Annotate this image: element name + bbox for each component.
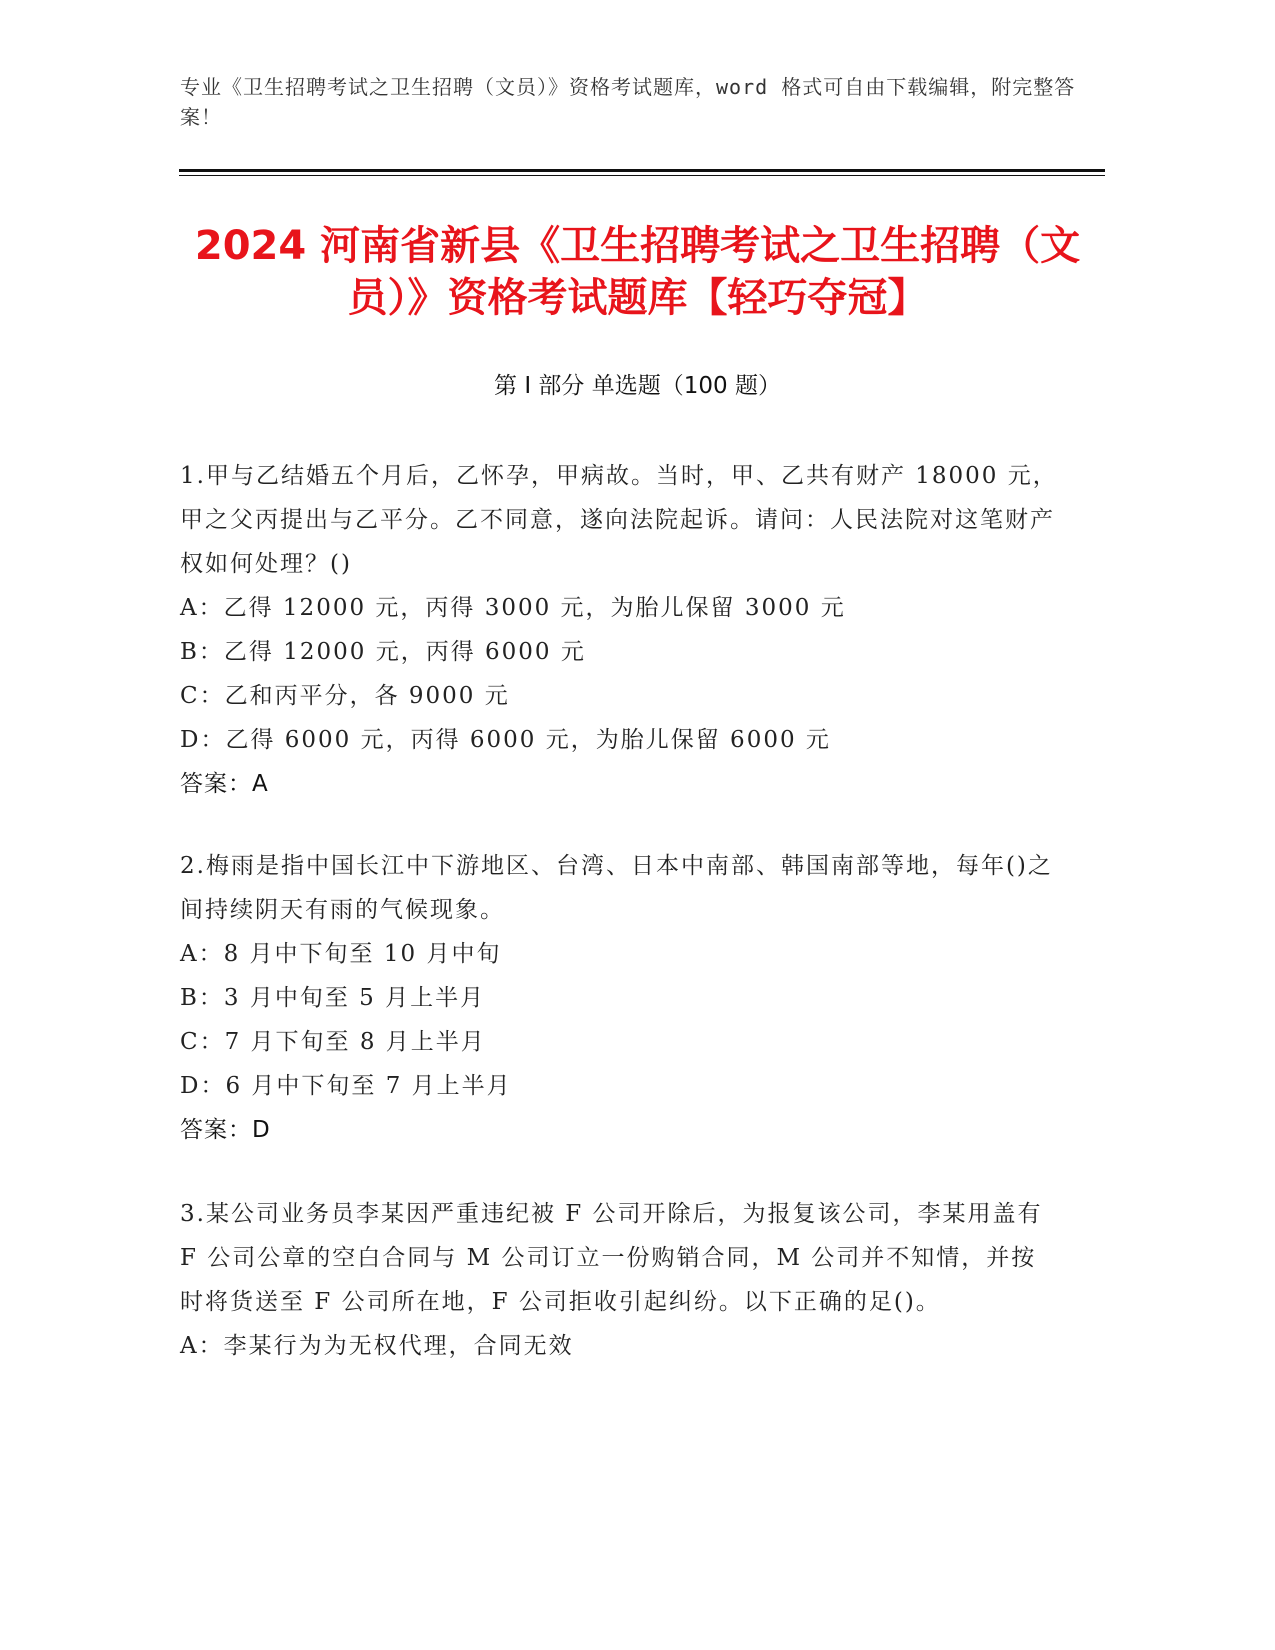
answer-line: 答案：D — [180, 1117, 271, 1143]
option-c: C：乙和丙平分，各 9000 元 — [180, 683, 510, 709]
option-b: B：乙得 12000 元，丙得 6000 元 — [180, 639, 586, 665]
option-a: A：李某行为为无权代理，合同无效 — [180, 1333, 574, 1359]
option-a: A：8 月中下旬至 10 月中旬 — [180, 941, 502, 967]
question-stem: 1.甲与乙结婚五个月后，乙怀孕，甲病故。当时，甲、乙共有财产 18000 元，甲之父丙提出与乙平分。乙不同意，遂向法院起诉。请问：人民法院对这笔财产权如何处理？() — [180, 463, 1058, 577]
document-title: 2024 河南省新县《卫生招聘考试之卫生招聘（文员）》资格考试题库【轻巧夺冠】 — [194, 223, 1081, 321]
question-2 — [180, 844, 1060, 1152]
header-rule-thin — [179, 175, 1105, 176]
header-note: 专业《卫生招聘考试之卫生招聘（文员）》资格考试题库，word 格式可自由下载编辑，附完整答案！ — [180, 75, 1076, 129]
question-3 — [180, 1192, 1060, 1368]
question-1 — [180, 454, 1060, 806]
option-b: B：3 月中旬至 5 月上半月 — [180, 985, 486, 1011]
option-d: D：6 月中下旬至 7 月上半月 — [180, 1073, 512, 1099]
question-stem: 2.梅雨是指中国长江中下游地区、台湾、日本中南部、韩国南部等地，每年()之间持续阴天有雨的气候现象。 — [180, 853, 1053, 923]
option-a: A：乙得 12000 元，丙得 3000 元，为胎儿保留 3000 元 — [180, 595, 846, 621]
section-title: 第 I 部分 单选题（100 题） — [494, 373, 781, 399]
option-d: D：乙得 6000 元，丙得 6000 元，为胎儿保留 6000 元 — [180, 727, 831, 753]
answer-line: 答案：A — [180, 771, 269, 797]
question-stem: 3.某公司业务员李某因严重违纪被 F 公司开除后，为报复该公司，李某用盖有 F 公司公章的空白合同与 M 公司订立一份购销合同，M 公司并不知情，并按时将货送至 F 公司所在地，F 公司拒收引起纠纷。以下正确的足()。 — [180, 1201, 1043, 1315]
header-rule-thick — [179, 169, 1105, 172]
option-c: C：7 月下旬至 8 月上半月 — [180, 1029, 486, 1055]
